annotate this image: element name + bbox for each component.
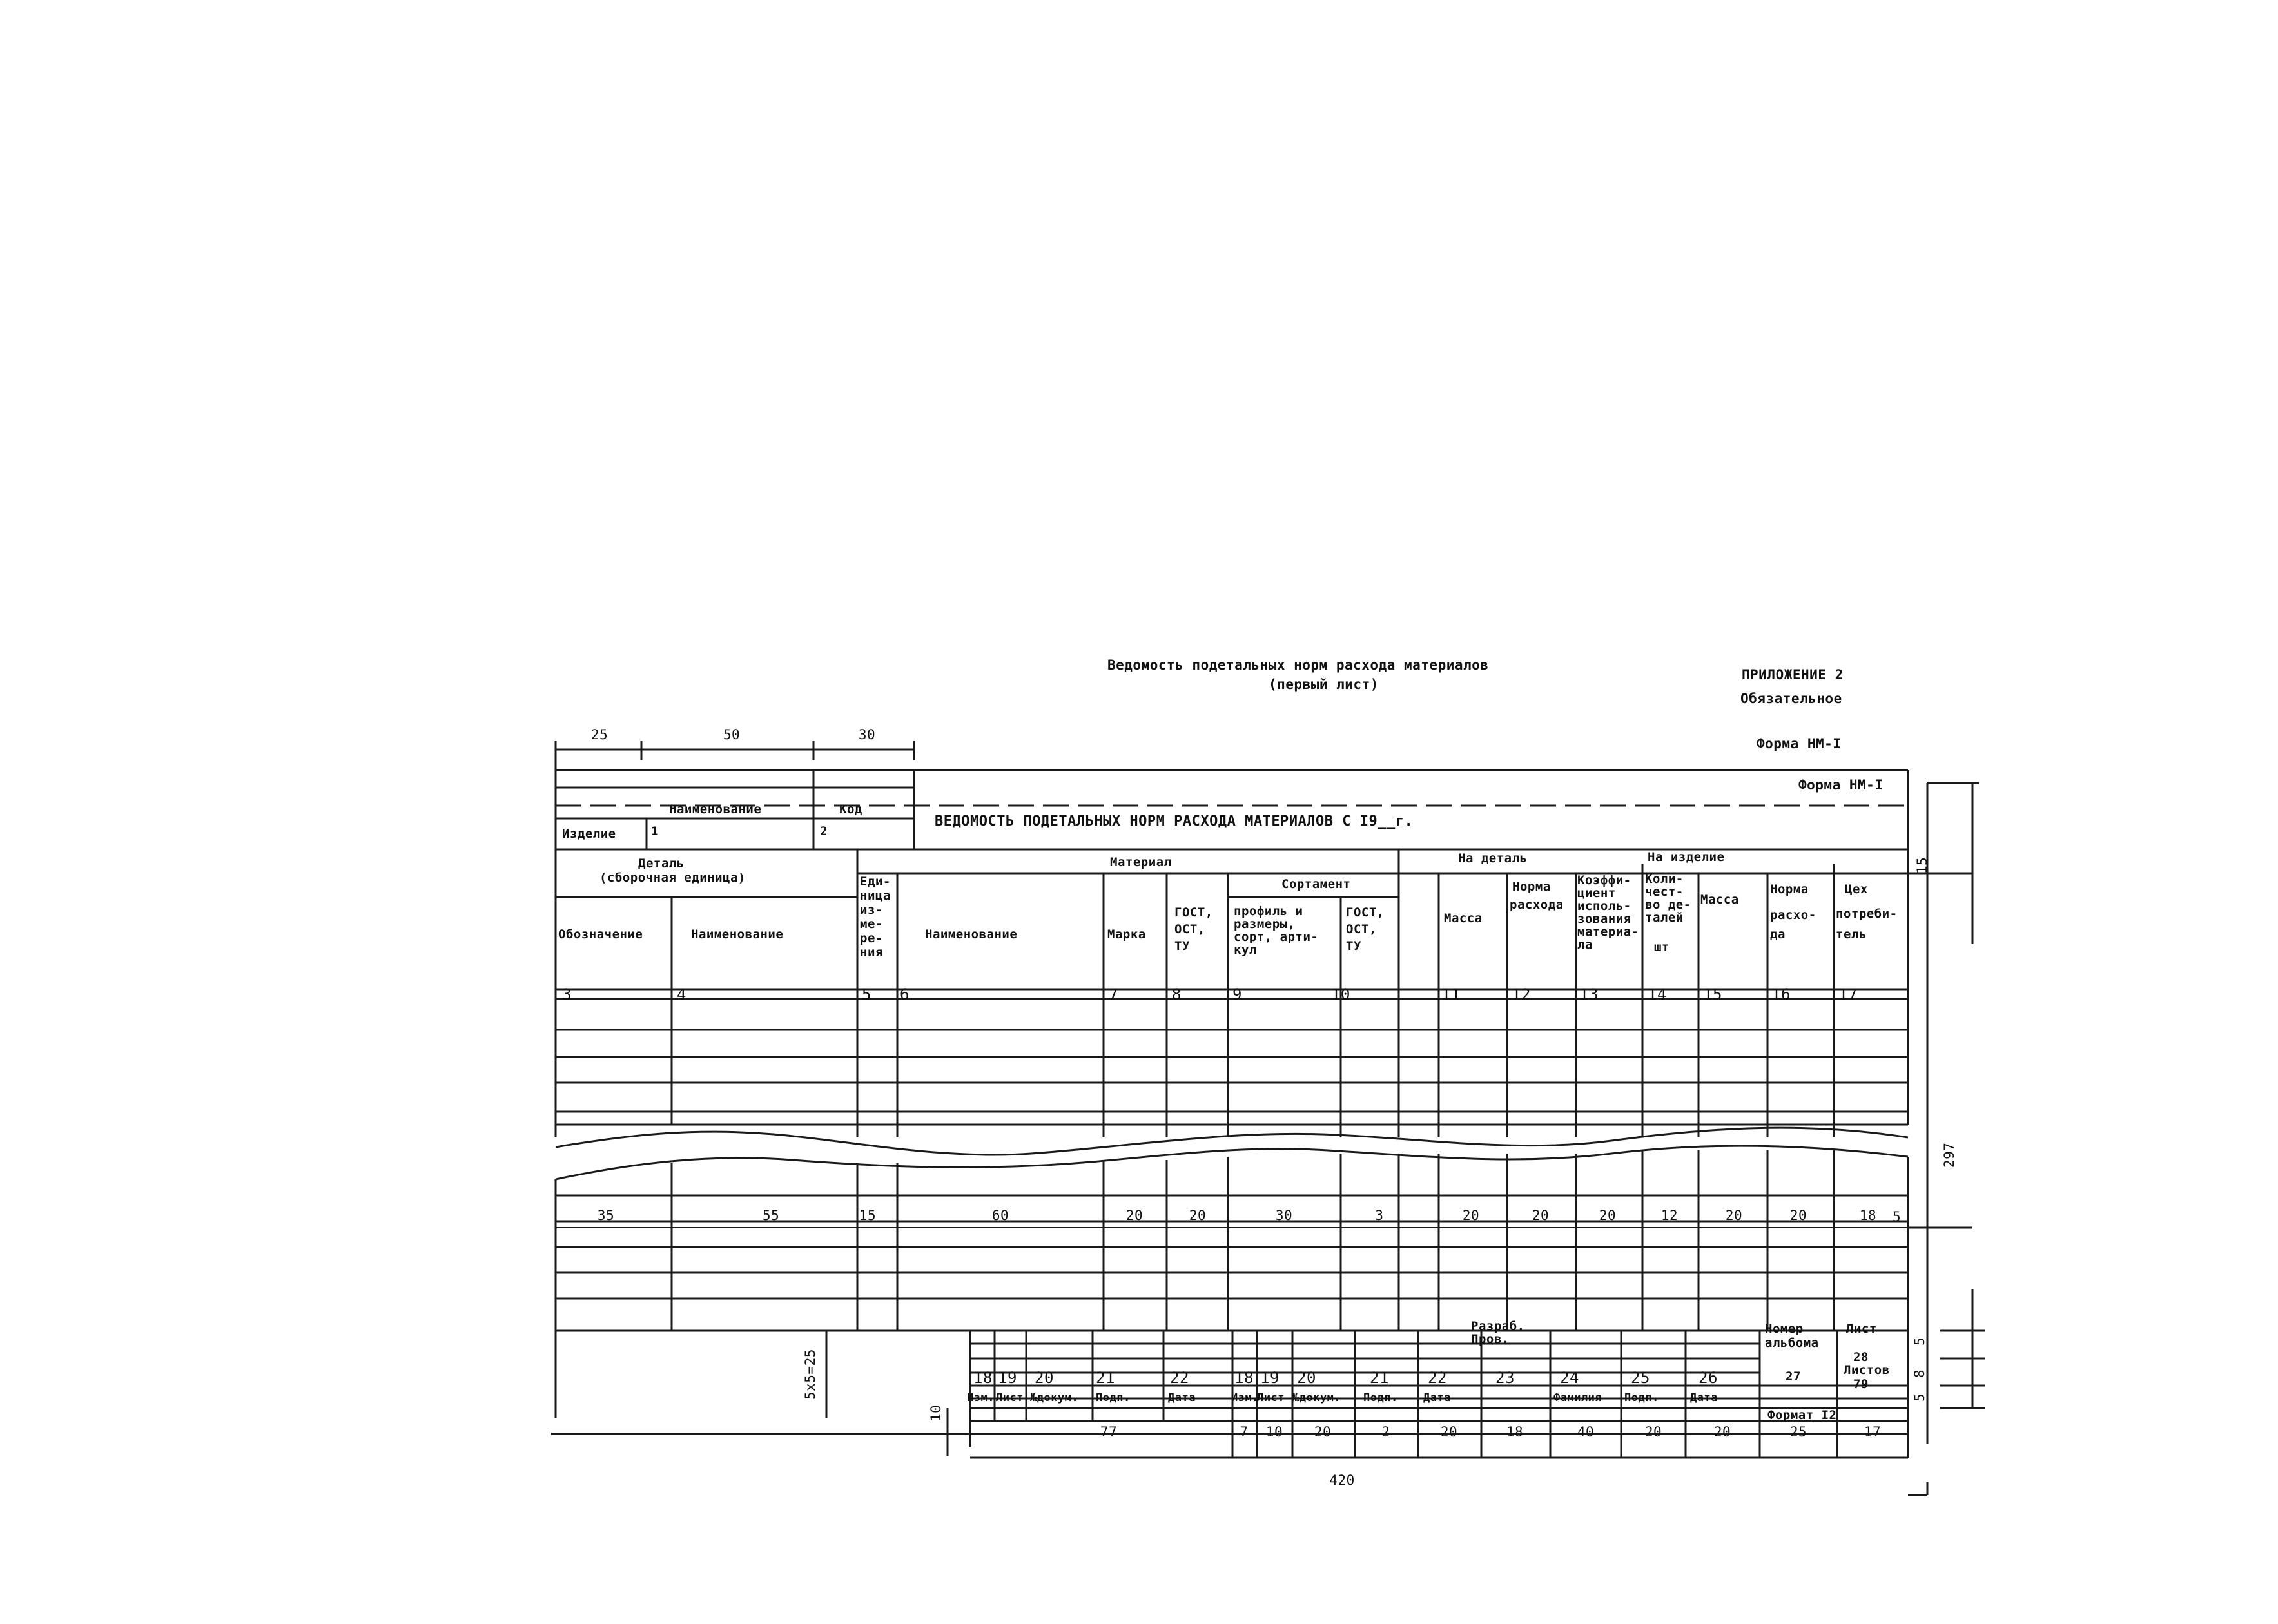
stamp-num-22a: 22 xyxy=(1170,1369,1189,1387)
col-width-20f: 20 xyxy=(1725,1208,1743,1223)
form-label-inner: Форма НМ-I xyxy=(1798,777,1884,793)
stamp-dim-18: 18 xyxy=(1506,1424,1524,1440)
stamp-label-sign-b: Подп. xyxy=(1363,1391,1398,1404)
stamp-num-19a: 19 xyxy=(998,1369,1017,1387)
norm-header-1: Норма xyxy=(1512,880,1551,894)
material-group-header: Материал xyxy=(1110,855,1172,869)
stamp-dim-20c: 20 xyxy=(1644,1424,1662,1440)
product-row-label: Изделие xyxy=(562,827,616,841)
stamp-dim-20d: 20 xyxy=(1713,1424,1731,1440)
stamp-num-26: 26 xyxy=(1699,1369,1718,1387)
stamp-num-22b: 22 xyxy=(1428,1369,1447,1387)
stamp-label-list-b: Лист xyxy=(1257,1391,1285,1404)
per-product-group-header: На изделие xyxy=(1648,850,1725,864)
side-dim-height: 297 xyxy=(1942,1142,1957,1168)
unit-header-6: ния xyxy=(860,945,883,960)
stamp-label-date-b: Дата xyxy=(1423,1391,1451,1404)
unit-header-4: ме- xyxy=(860,917,883,931)
album-no-2: альбома xyxy=(1765,1336,1819,1350)
left-stamp-dim: 5x5=25 xyxy=(803,1349,818,1400)
page-title-line1: Ведомость подетальных норм расхода материалов xyxy=(1107,657,1489,673)
stamp-label-izm-a: Изм. xyxy=(967,1391,995,1404)
shop-header-2: потреби- xyxy=(1836,907,1898,921)
assortment-standard-header-3: ТУ xyxy=(1346,939,1361,953)
col-width-18: 18 xyxy=(1859,1208,1877,1223)
designation-header: Обозначение xyxy=(558,927,643,942)
stamp-dim-10: 10 xyxy=(928,1404,944,1422)
unit-header-3: из- xyxy=(860,903,883,917)
unit-header-5: ре- xyxy=(860,931,883,945)
dim-top-25: 25 xyxy=(590,727,608,742)
col-width-3: 3 xyxy=(1375,1208,1384,1223)
col-num-10: 10 xyxy=(1331,985,1350,1003)
col-num-3: 3 xyxy=(562,985,572,1003)
stamp-num-21b: 21 xyxy=(1370,1369,1389,1387)
shop-header-1: Цех xyxy=(1845,882,1868,896)
stamp-dim-17: 17 xyxy=(1864,1424,1882,1440)
col-width-60: 60 xyxy=(991,1208,1009,1223)
coefficient-header-2: циент xyxy=(1577,886,1616,900)
checked-label: Пров. xyxy=(1471,1332,1510,1346)
stamp-dim-2: 8 xyxy=(1912,1369,1927,1378)
col-num-8: 8 xyxy=(1172,985,1182,1003)
col-num-13: 13 xyxy=(1579,985,1599,1003)
unit-header-2: ница xyxy=(860,889,891,903)
col-num-15: 15 xyxy=(1703,985,1722,1003)
coefficient-header-4: зования xyxy=(1577,912,1631,926)
col-num-9: 9 xyxy=(1232,985,1242,1003)
sheet-label: Лист xyxy=(1846,1322,1877,1336)
stamp-num-18a: 18 xyxy=(973,1369,993,1387)
stamp-dim-25: 25 xyxy=(1789,1424,1807,1440)
appendix-label: ПРИЛОЖЕНИЕ 2 xyxy=(1742,667,1844,682)
col-num-11: 11 xyxy=(1441,985,1461,1003)
col-width-12: 12 xyxy=(1660,1208,1679,1223)
col-num-4: 4 xyxy=(677,985,686,1003)
profile-header-1: профиль и xyxy=(1234,904,1303,918)
coefficient-header-3: исполь- xyxy=(1577,899,1631,913)
album-no-1: Номер xyxy=(1765,1322,1804,1336)
stamp-label-date-a: Дата xyxy=(1168,1391,1196,1404)
dim-top-50: 50 xyxy=(723,727,741,742)
stamp-dim-10b: 10 xyxy=(1265,1424,1283,1440)
profile-header-2: размеры, xyxy=(1234,917,1296,931)
mandatory-label: Обязательное xyxy=(1740,691,1842,706)
standard-header-2: ОСТ, xyxy=(1174,922,1205,936)
product-code-header: Код xyxy=(839,802,862,817)
norm2-header-2: расхо- xyxy=(1770,908,1816,922)
per-detail-group-header: На деталь xyxy=(1458,851,1528,865)
stamp-dim-20b: 20 xyxy=(1440,1424,1458,1440)
col-width-20d: 20 xyxy=(1532,1208,1550,1223)
stamp-num-25: 25 xyxy=(1631,1369,1650,1387)
name-header: Наименование xyxy=(691,927,784,942)
sheets-label: Листов xyxy=(1844,1363,1890,1377)
standard-header-1: ГОСТ, xyxy=(1174,905,1213,920)
col-width-55: 55 xyxy=(762,1208,780,1223)
col-width-35: 35 xyxy=(597,1208,615,1223)
statement-title: ВЕДОМОСТЬ ПОДЕТАЛЬНЫХ НОРМ РАСХОДА МАТЕРИАЛОВ С I9__г. xyxy=(935,813,1414,829)
assortment-standard-header-1: ГОСТ, xyxy=(1346,905,1385,920)
stamp-num-23: 23 xyxy=(1495,1369,1515,1387)
col-width-30: 30 xyxy=(1275,1208,1293,1223)
quantity-header-4: талей xyxy=(1645,911,1684,925)
coefficient-header-6: ла xyxy=(1577,938,1593,952)
product-name-header: Наименование xyxy=(669,802,762,817)
stamp-num-20a: 20 xyxy=(1035,1369,1054,1387)
standard-header-3: ТУ xyxy=(1174,939,1190,953)
stamp-label-izm-b: Изм. xyxy=(1231,1391,1259,1404)
quantity-header-5: шт xyxy=(1654,940,1670,954)
col-width-20c: 20 xyxy=(1462,1208,1480,1223)
stamp-dim-7: 7 xyxy=(1240,1424,1249,1440)
mass2-header: Масса xyxy=(1700,893,1739,907)
stamp-dim-3: 5 xyxy=(1912,1393,1927,1402)
coefficient-header-1: Коэффи- xyxy=(1577,873,1631,887)
col-num-16: 16 xyxy=(1771,985,1791,1003)
developed-label: Разраб. xyxy=(1471,1319,1525,1333)
side-dim-row: 5 xyxy=(1893,1209,1902,1224)
stamp-num-21a: 21 xyxy=(1096,1369,1115,1387)
col-num-5: 5 xyxy=(862,985,871,1003)
detail-group-subheader: (сборочная единица) xyxy=(599,871,746,885)
stamp-label-surname: Фамилия xyxy=(1553,1391,1602,1404)
stamp-label-doc-a: №докум. xyxy=(1030,1391,1079,1404)
side-dim-top: 15 xyxy=(1914,856,1930,874)
sheets-num: 79 xyxy=(1853,1377,1869,1391)
form-label-outer: Форма НМ-I xyxy=(1757,736,1842,751)
stamp-label-doc-b: №докум. xyxy=(1292,1391,1341,1404)
norm2-header-1: Норма xyxy=(1770,882,1809,896)
stamp-dim-77: 77 xyxy=(1100,1424,1118,1440)
col-width-20b: 20 xyxy=(1189,1208,1207,1223)
dim-top-30: 30 xyxy=(858,727,876,742)
stamp-num-24: 24 xyxy=(1560,1369,1579,1387)
quantity-header-1: Коли- xyxy=(1645,872,1684,886)
col-num-17: 17 xyxy=(1838,985,1858,1003)
stamp-num-20b: 20 xyxy=(1297,1369,1316,1387)
stamp-num-18b: 18 xyxy=(1234,1369,1254,1387)
grade-header: Марка xyxy=(1107,927,1146,942)
norm-header-2: расхода xyxy=(1510,898,1564,912)
product-num-1: 1 xyxy=(651,824,659,838)
col-width-20g: 20 xyxy=(1789,1208,1807,1223)
detail-group-header: Деталь xyxy=(638,856,685,871)
stamp-label-sign-a: Подп. xyxy=(1096,1391,1131,1404)
assortment-standard-header-2: ОСТ, xyxy=(1346,922,1377,936)
col-width-15: 15 xyxy=(859,1208,877,1223)
assortment-group-header: Сортамент xyxy=(1281,877,1351,891)
shop-header-3: тель xyxy=(1836,927,1867,942)
stamp-dim-40: 40 xyxy=(1577,1424,1595,1440)
quantity-header-2: чест- xyxy=(1645,885,1684,899)
coefficient-header-5: материа- xyxy=(1577,925,1639,939)
format-label: Формат I2 xyxy=(1767,1408,1837,1422)
quantity-header-3: во де- xyxy=(1645,898,1691,912)
stamp-dim-1: 5 xyxy=(1912,1337,1927,1346)
col-num-12: 12 xyxy=(1512,985,1531,1003)
norm2-header-3: да xyxy=(1770,927,1786,942)
mass-header: Масса xyxy=(1444,911,1483,925)
unit-header-1: Еди- xyxy=(860,875,891,889)
col-num-14: 14 xyxy=(1648,985,1667,1003)
stamp-dim-2: 2 xyxy=(1381,1424,1390,1440)
col-num-7: 7 xyxy=(1109,985,1118,1003)
col-width-20e: 20 xyxy=(1599,1208,1617,1223)
product-num-2: 2 xyxy=(820,824,828,838)
stamp-label-list-a: Лист xyxy=(996,1391,1024,1404)
col-num-6: 6 xyxy=(900,985,910,1003)
stamp-num-19b: 19 xyxy=(1260,1369,1280,1387)
stamp-label-date-c: Дата xyxy=(1690,1391,1718,1404)
page-title-line2: (первый лист) xyxy=(1269,677,1379,692)
col-width-20a: 20 xyxy=(1125,1208,1144,1223)
material-name-header: Наименование xyxy=(925,927,1018,942)
stamp-label-sign-c: Подп. xyxy=(1624,1391,1659,1404)
album-num: 27 xyxy=(1786,1369,1801,1384)
stamp-dim-20a: 20 xyxy=(1314,1424,1332,1440)
total-width-dim: 420 xyxy=(1329,1473,1355,1488)
profile-header-4: кул xyxy=(1234,943,1257,957)
sheet-num: 28 xyxy=(1853,1350,1869,1364)
profile-header-3: сорт, арти- xyxy=(1234,930,1319,944)
